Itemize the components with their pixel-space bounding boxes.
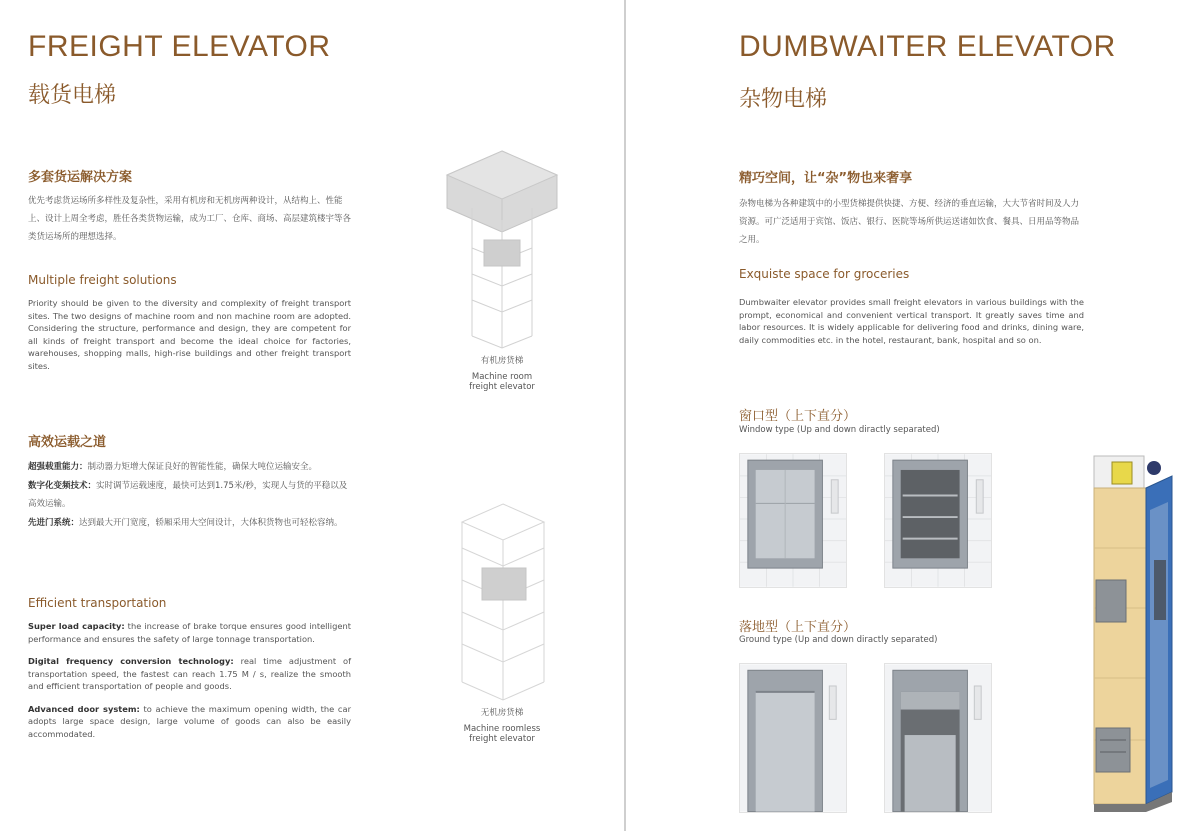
diagram-caption-en: freight elevator [469, 382, 535, 392]
section-heading-en: Multiple freight solutions [28, 273, 177, 287]
section-body-en: Priority should be given to the diversity and complexity of freight transport sites. The two designs of machine room and non machine room are adopted. Considering the structure, performance and design, they are competent for all kinds of freight transport and become the ideal choice for factories, warehouses, shopping malls, high-rise buildings and other freight transport sites. [28, 298, 351, 371]
dumbwaiter-elevator-rendering [1088, 450, 1190, 812]
ground-type-subheading: Ground type (Up and down diractly separated) [739, 635, 938, 645]
feature-item-en [28, 655, 351, 693]
feature-text: 制动器力矩增大保证良好的智能性能，确保大吨位运输安全。 [87, 462, 318, 472]
section-heading-cn: 多套货运解决方案 [28, 170, 133, 185]
diagram-caption-en: Machine room [471, 372, 533, 382]
window-type-heading: 窗口型（上下直分） [739, 409, 857, 424]
elevator-car [482, 568, 526, 600]
feature-text: the increase of brake torque ensures good intelligent performance and ensures the safety of large tonnage transportation. [28, 621, 351, 644]
hoistway-outline [472, 208, 532, 348]
right-page [626, 0, 1200, 831]
section-body-cn: 优先考虑货运场所多样性及复杂性，采用有机房和无机房两种设计，从结构上、性能上、设计上周全考虑，胜任各类货物运输，成为工厂、仓库、商场、高层建筑楼宇等各类货运场所的理想选择。 [28, 196, 352, 242]
page-subtitle-cn: 杂物电梯 [739, 87, 828, 112]
section-heading-cn: 精巧空间，让“杂”物也来奢享 [739, 171, 913, 186]
feature-text: to achieve the maximum opening width, the car adopts large space design, large volume of goods can also be easily accommodated. [28, 703, 351, 739]
section-heading-en: Efficient transportation [28, 596, 167, 610]
lower-landing-door [1096, 728, 1130, 772]
diagram-caption-cn: 有机房货梯 [480, 356, 524, 366]
feature-label: 数字化变频技术： [28, 481, 97, 491]
window-type-closed-photo [739, 453, 847, 588]
door-panel [756, 692, 815, 812]
feature-label: Super load capacity: [28, 621, 125, 631]
section-heading-en: Exquiste space for groceries [739, 267, 910, 281]
feature-label: 超强载重能力： [28, 462, 88, 472]
section-body-cn: 杂物电梯为各种建筑中的小型货梯提供快捷、方便、经济的垂直运输，大大节省时间及人力资源。可广泛适用于宾馆、饭店、银行、医院等场所供运送诸如饮食、餐具、日用品等物品之用。 [739, 199, 1080, 245]
page-subtitle-cn: 载货电梯 [28, 83, 117, 108]
call-button-panel [831, 480, 838, 513]
diagram-caption-en: freight elevator [469, 734, 535, 744]
feature-list-cn [28, 458, 353, 532]
car-floor-panel [905, 735, 956, 812]
feature-item-cn [28, 477, 353, 513]
feature-item-en [28, 620, 351, 645]
diagram-caption-en: Machine roomless [463, 724, 541, 734]
feature-item-cn [28, 458, 353, 476]
elevator-car [484, 240, 520, 266]
feature-item-cn [28, 514, 353, 532]
feature-label: Digital frequency conversion technology: [28, 656, 234, 666]
call-button-panel [976, 480, 983, 513]
section-body-en: Dumbwaiter elevator provides small freight elevators in various buildings with the prompt, economical and convenient vertical transport. It greatly saves time and labor resources. It is widely applicable for delivering food and drinks, dining ware, daily commodities etc. in the hotel, restaurant, bank, hospital and so on. [739, 297, 1084, 345]
machine-roomless-elevator-diagram [456, 500, 551, 705]
feature-text: real time adjustment of transportation speed, the fastest can reach 1.75 M / s, realize the smooth and efficient transportation of people and goods. [28, 656, 352, 691]
feature-text: 实时调节运载速度，最快可达到1.75米/秒，实现人与货的平稳以及高效运输。 [28, 481, 348, 509]
window-type-open-photo [884, 453, 992, 588]
feature-label: Advanced door system: [28, 703, 140, 714]
call-button-panel [974, 686, 981, 719]
feature-label: 先进门系统： [28, 518, 80, 528]
section-heading-cn: 高效运载之道 [28, 435, 107, 450]
diagram-caption-cn: 无机房货梯 [480, 708, 524, 718]
call-button-panel [829, 686, 836, 719]
car-interior [901, 470, 960, 558]
page-title: FREIGHT ELEVATOR [28, 30, 331, 63]
upper-landing-door [1096, 580, 1126, 622]
window-type-subheading: Window type (Up and down diractly separated) [739, 425, 940, 435]
machine-room-elevator-diagram [440, 148, 565, 353]
ground-type-closed-photo [739, 663, 847, 813]
hoistway-outline [462, 504, 544, 700]
feature-item-en [28, 703, 351, 741]
page-title: DUMBWAITER ELEVATOR [739, 30, 1116, 63]
feature-text: 达到最大开门宽度，轿厢采用大空间设计，大体积货物也可轻松容纳。 [79, 518, 343, 528]
ground-type-heading: 落地型（上下直分） [739, 620, 857, 635]
feature-list-en [28, 620, 351, 740]
ground-type-open-photo [884, 663, 992, 813]
